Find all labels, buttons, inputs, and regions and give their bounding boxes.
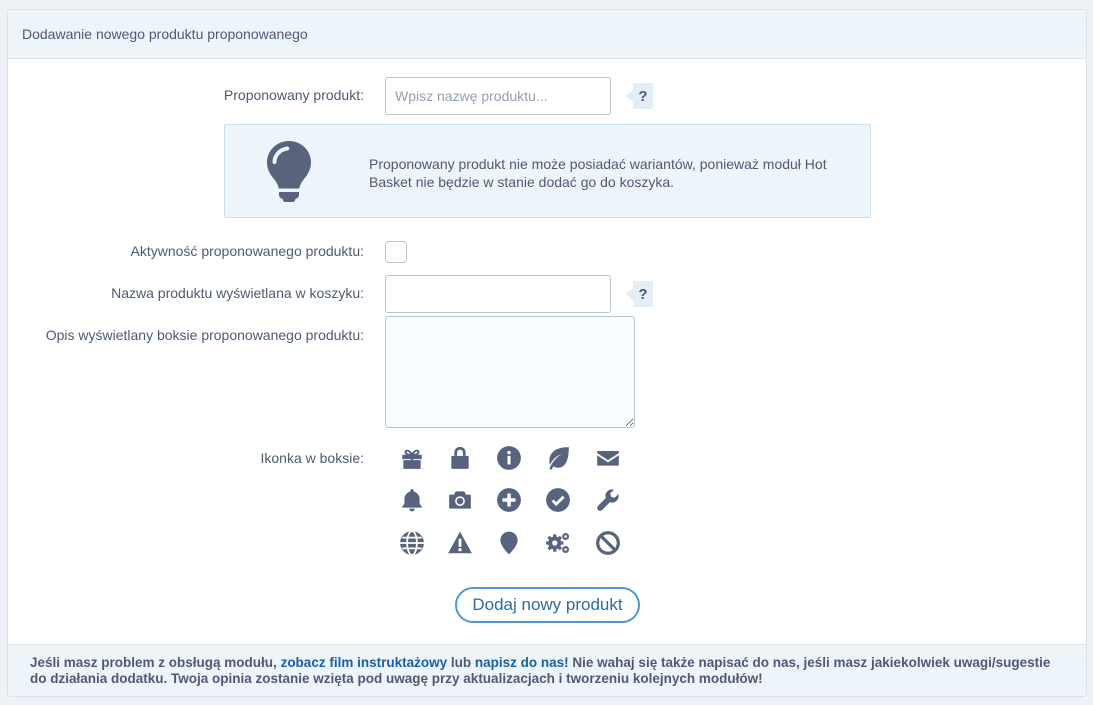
info-circle-icon[interactable] <box>495 444 523 472</box>
panel-title: Dodawanie nowego produktu proponowanego <box>8 10 1086 59</box>
info-alert <box>224 124 871 218</box>
help-footer <box>8 644 1086 697</box>
lock-icon[interactable] <box>446 444 474 472</box>
envelope-icon[interactable] <box>594 444 622 472</box>
cart-name-input[interactable] <box>385 275 611 313</box>
gift-icon[interactable] <box>398 444 426 472</box>
plus-circle-icon[interactable] <box>495 486 523 514</box>
product-label: Proponowany produkt: <box>223 87 364 103</box>
description-textarea[interactable] <box>385 316 635 428</box>
form-panel <box>7 9 1087 697</box>
map-marker-icon[interactable] <box>495 529 523 557</box>
lightbulb-icon <box>265 139 313 203</box>
cart-name-label: Nazwa produktu wyświetlana w koszyku: <box>111 285 364 301</box>
product-help-button[interactable]: ? <box>633 83 653 109</box>
wrench-icon[interactable] <box>594 486 622 514</box>
check-circle-icon[interactable] <box>544 486 572 514</box>
cogs-icon[interactable] <box>544 529 572 557</box>
globe-icon[interactable] <box>398 529 426 557</box>
active-label: Aktywność proponowanego produktu: <box>130 243 364 259</box>
add-product-button[interactable]: Dodaj nowy produkt <box>455 587 640 623</box>
description-label: Opis wyświetlany boksie proponowanego produktu: <box>45 327 364 343</box>
video-tutorial-link[interactable]: zobacz film instruktażowy <box>280 655 448 670</box>
active-checkbox[interactable] <box>385 241 407 263</box>
contact-link[interactable]: napisz do nas! <box>474 655 569 670</box>
leaf-icon[interactable] <box>544 444 572 472</box>
footer-text-1: Jeśli masz problem z obsługą modułu, <box>30 655 277 670</box>
icon-label: Ikonka w boksie: <box>260 450 364 466</box>
cart-name-help-button[interactable]: ? <box>633 281 653 307</box>
product-search-input[interactable] <box>385 77 611 115</box>
footer-text-2: lub <box>450 655 472 670</box>
footer-text-3: Nie wahaj się także napisać do nas, jeśli masz jakiekolwiek uwagi/sugestie do działania dodatku. Twoja opinia zostanie wzięta pod uwagę przy aktualizacjach i tworzeniu kolejnych modułów! <box>30 655 1051 686</box>
camera-icon[interactable] <box>446 486 474 514</box>
info-text: Proponowany produkt nie może posiadać wariantów, ponieważ moduł Hot Basket nie będzie w stanie dodać go do koszyka. <box>369 156 827 190</box>
bell-icon[interactable] <box>398 486 426 514</box>
ban-icon[interactable] <box>594 529 622 557</box>
warning-icon[interactable] <box>446 529 474 557</box>
